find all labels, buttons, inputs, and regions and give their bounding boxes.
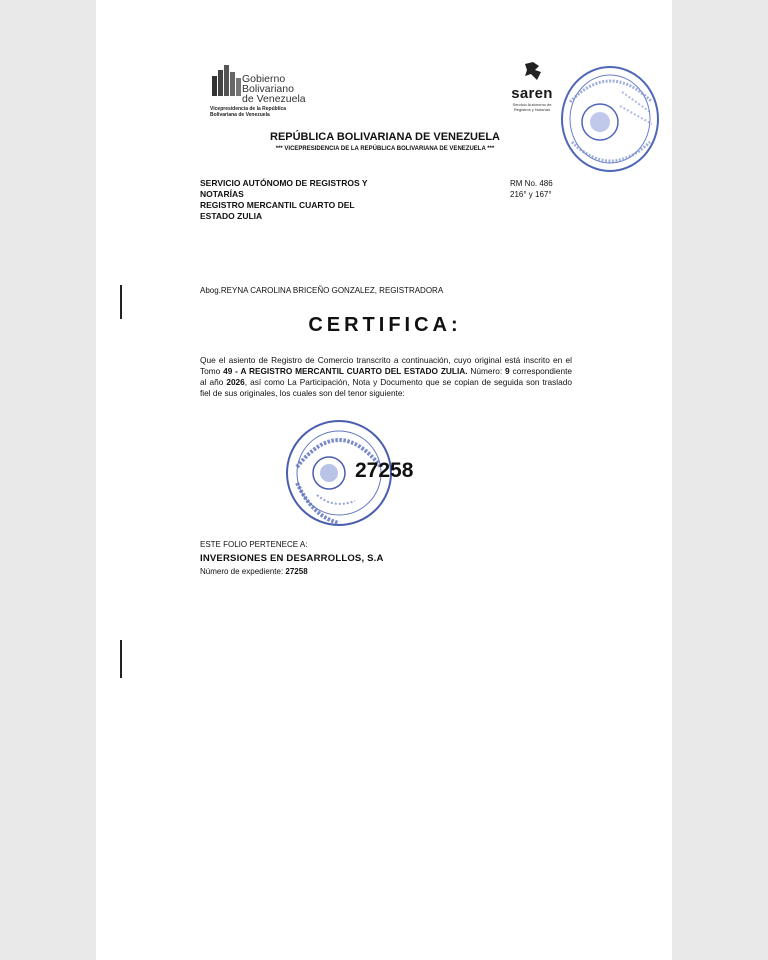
saren-sub1: Servicio Autónomo de <box>512 102 552 107</box>
rm-years: 216° y 167° <box>510 190 552 199</box>
saren-emblem-icon <box>521 62 543 80</box>
saren-logo <box>508 62 556 122</box>
agency-block <box>200 178 390 222</box>
scan-mark <box>120 640 122 678</box>
agency-line1: SERVICIO AUTÓNOMO DE REGISTROS Y <box>200 178 368 188</box>
official-seal-stamp-icon <box>558 62 662 176</box>
government-emblem-icon <box>210 62 244 98</box>
body-p3: , así como La Participación, Nota y Documento que se copian de seguida son traslado fiel de sus originales, los cuales son del tenor siguiente: <box>200 377 572 398</box>
body-tomo: 49 - A REGISTRO MERCANTIL CUARTO DEL ESTADO ZULIA. <box>223 366 468 376</box>
body-numero-label: Número: <box>470 366 503 376</box>
saren-sub2: Registros y Notarías <box>513 107 551 112</box>
certifica-heading: CERTIFICA: <box>308 314 462 336</box>
registrar-name: Abog.REYNA CAROLINA BRICEÑO GONZALEZ, REGISTRADORA <box>200 286 444 295</box>
agency-line2: NOTARÍAS <box>200 189 244 199</box>
folio-number: 27258 <box>355 459 414 482</box>
rm-block <box>510 178 553 200</box>
gov-logo-sub1: Vicepresidencia de la República <box>210 106 287 112</box>
gov-logo-line1: Gobierno <box>242 73 286 85</box>
agency-line4: ESTADO ZULIA <box>200 211 263 221</box>
saren-name: saren <box>511 85 553 102</box>
folio-label: ESTE FOLIO PERTENECE A: <box>200 540 308 549</box>
document-title: REPÚBLICA BOLIVARIANA DE VENEZUELA <box>270 131 500 143</box>
company-name: INVERSIONES EN DESARROLLOS, S.A <box>200 553 384 564</box>
body-numero: 9 <box>505 366 510 376</box>
rm-number: RM No. 486 <box>510 179 553 188</box>
agency-line3: REGISTRO MERCANTIL CUARTO DEL <box>200 200 355 210</box>
government-logo <box>210 62 320 122</box>
expediente-label: Número de expediente: <box>200 567 284 576</box>
body-p1: Que el asiento de Registro de Comercio transcrito a continuación, cuyo original está inscrito en el Tomo <box>200 355 572 376</box>
certification-body <box>200 355 572 399</box>
body-anio: 2026 <box>226 377 245 387</box>
gov-logo-sub2: Bolivariana de Venezuela <box>210 112 270 118</box>
gov-logo-line3: de Venezuela <box>242 93 306 105</box>
expediente-number: 27258 <box>285 567 308 576</box>
body-p2: correspondiente al año <box>200 366 572 387</box>
document-subtitle: *** VICEPRESIDENCIA DE LA REPÚBLICA BOLIVARIANA DE VENEZUELA *** <box>275 146 495 152</box>
gov-logo-line2: Bolivariano <box>242 83 294 95</box>
expediente-line <box>200 567 308 576</box>
scan-mark <box>120 285 122 319</box>
